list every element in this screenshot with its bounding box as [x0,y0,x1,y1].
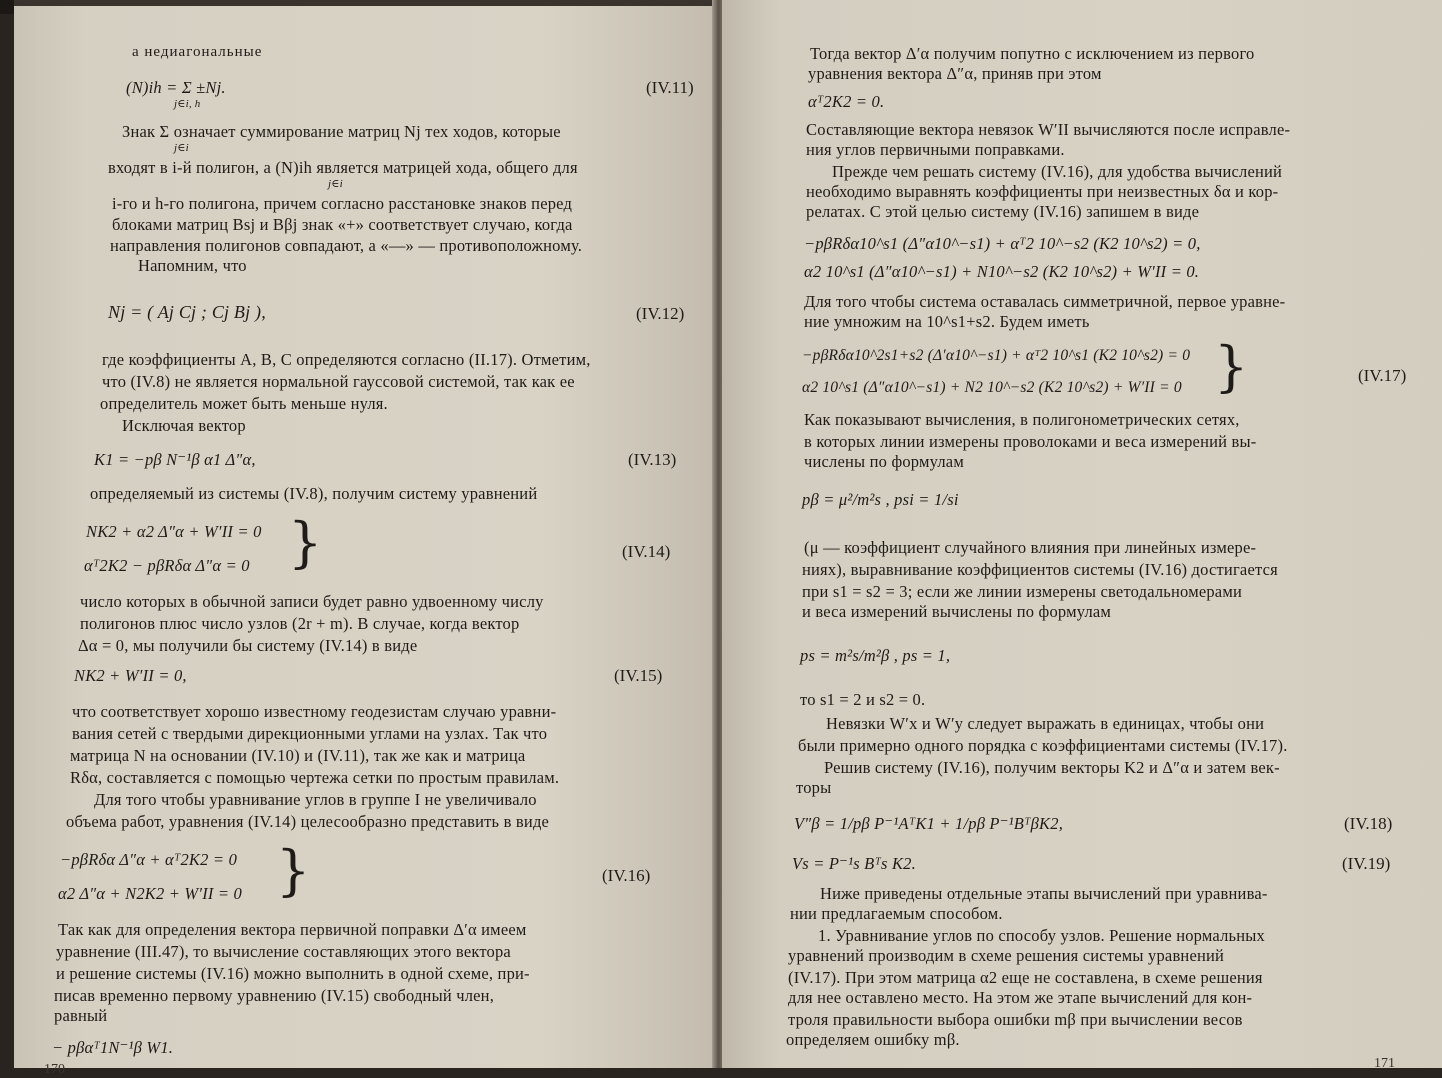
equation: −pβRδα10^2s1+s2 (Δ′α10^−s1) + αᵀ2 10^s1 (K2 10^s2) = 0 [802,347,1191,364]
equation: α2 Δ″α + N2K2 + W′II = 0 [58,884,243,903]
text-line: определитель может быть меньше нуля. [100,394,388,413]
text-line: вания сетей с твердыми дирекционными углами на узлах. Так что [72,724,548,743]
text-line: Для того чтобы система оставалась симметричной, первое уравне- [804,292,1286,311]
equation-number: (IV.17) [1358,366,1407,385]
text-line: и решение системы (IV.16) можно выполнить в одной схеме, при- [56,964,530,983]
equation-number: (IV.16) [602,866,651,885]
equation: V″β = 1/pβ P⁻¹AᵀK1 + 1/pβ P⁻¹BᵀβK2, [794,814,1064,833]
text-line: 1. Уравнивание углов по способу узлов. Решение нормальных [818,926,1265,945]
text-line: определяем ошибку mβ. [786,1030,960,1049]
text-line: число которых в обычной записи будет равно удвоенному числу [80,592,544,611]
equation: − pβαᵀ1N⁻¹β W1. [52,1038,174,1057]
equation: α2 10^s1 (Δ″α10^−s1) + N2 10^−s2 (K2 10^s2) + W′II = 0 [802,379,1182,396]
text-line: ниях), выравнивание коэффициентов системы (IV.16) достигается [802,560,1278,579]
equation: ps = m²s/m²β , ps = 1, [800,646,951,665]
equation-number: (IV.19) [1342,854,1391,873]
subscript: j∈i [174,142,189,154]
text-line: направления полигонов совпадают, а «—» — противоположному. [110,236,583,255]
equation: K1 = −pβ N⁻¹β α1 Δ″α, [94,450,256,469]
text-line: Прежде чем решать систему (IV.16), для удобства вычислений [832,162,1283,181]
text-line: Как показывают вычисления, в полигонометрических сетях, [804,410,1240,429]
text-line: ния углов первичными поправками. [806,140,1065,159]
brace-glyph: } [276,839,311,902]
equation-number: (IV.11) [646,78,694,97]
text-line: в которых линии измерены проволоками и веса измерений вы- [804,432,1257,451]
text-line: определяемый из системы (IV.8), получим систему уравнений [90,484,538,503]
text-line: Невязки W′x и W′y следует выражать в единицах, чтобы они [826,714,1265,733]
text-line: (IV.17). При этом матрица α2 еще не составлена, в схеме решения [788,968,1263,987]
text-line: (μ — коэффициент случайного влияния при линейных измере- [804,538,1257,557]
text-line: уравнения вектора Δ″α, приняв при этом [808,64,1102,83]
text-line: Знак Σ означает суммирование матриц Nj тех ходов, которые [122,122,561,141]
brace-glyph: } [1214,335,1249,398]
text-line: i-го и h-го полигона, причем согласно расстановке знаков перед [112,194,573,213]
text-line: уравнений производим в схеме решения системы уравнений [788,946,1225,965]
text-line: необходимо выравнять коэффициенты при неизвестных δα и кор- [806,182,1279,201]
equation: α2 10^s1 (Δ″α10^−s1) + N10^−s2 (K2 10^s2) + W′II = 0. [804,262,1200,281]
text-line: Δα = 0, мы получили бы систему (IV.14) в виде [78,636,418,655]
text-line: Ниже приведены отдельные этапы вычислений при уравнива- [820,884,1268,903]
text-line: Так как для определения вектора первичной поправки Δ′α имеем [58,920,527,939]
page-number: 170 [44,1062,65,1077]
text-line: Составляющие вектора невязок W′II вычисляются после исправле- [806,120,1291,139]
text-line: релатах. С этой целью систему (IV.16) запишем в виде [806,202,1200,221]
text-line: Напомним, что [138,256,247,275]
text-line: при s1 = s2 = 3; если же линии измерены светодальномерами [802,582,1243,601]
equation-number: (IV.15) [614,666,663,685]
equation-number: (IV.12) [636,304,685,323]
equation: NK2 + W′II = 0, [74,666,187,685]
equation-number: (IV.18) [1344,814,1393,833]
text-line: что соответствует хорошо известному геодезистам случаю уравни- [72,702,557,721]
page-number: 171 [1374,1056,1395,1071]
equation-number: (IV.14) [622,542,671,561]
brace-glyph: } [288,511,323,574]
text-line: матрица N на основании (IV.10) и (IV.11), так же как и матрица [70,746,526,765]
text-line: а недиагональные [132,44,263,60]
equation: −pβRδα10^s1 (Δ″α10^−s1) + αᵀ2 10^−s2 (K2 10^s2) = 0, [804,234,1201,253]
matrix-equation: Nj = ( Aj Cj ; Cj Bj ), [108,302,266,322]
text-line: троля правильности выбора ошибки mβ при вычислении весов [788,1010,1243,1029]
text-line: торы [796,778,832,797]
text-line: Rδα, составляется с помощью чертежа сетки по простым правилам. [70,768,560,787]
text-line: ние умножим на 10^s1+s2. Будем иметь [804,312,1090,331]
equation-number: (IV.13) [628,450,677,469]
text-line: где коэффициенты A, B, C определяются согласно (II.17). Отметим, [102,350,591,369]
text-line: Исключая вектор [122,416,246,435]
text-line: блоками матриц Bsj и Bβj знак «+» соответствует случаю, когда [112,215,573,234]
text-line: Для того чтобы уравнивание углов в группе I не увеличивало [94,790,537,809]
equation: pβ = μ²/m²s , psi = 1/si [802,490,959,509]
text-line: для нее оставлено место. На этом же этапе вычислений для кон- [788,988,1253,1007]
text-line: полигонов плюс число узлов (2r + m). В случае, когда вектор [80,614,520,633]
left-page [14,0,718,1077]
text-line: уравнение (III.47), то вычисление составляющих этого вектора [56,942,511,961]
text-line: были примерно одного порядка с коэффициентами системы (IV.17). [798,736,1288,755]
text-line: входят в i-й полигон, а (N)ih является матрицей хода, общего для [108,158,578,177]
equation: αᵀ2K2 − pβRδα Δ″α = 0 [84,556,250,575]
subscript: j∈i [328,178,343,190]
text-line: то s1 = 2 и s2 = 0. [800,690,926,709]
equation: (N)ih = Σ ±Nj. [126,78,226,97]
text-line: объема работ, уравнения (IV.14) целесообразно представить в виде [66,812,550,831]
text-line: равный [54,1006,108,1025]
text-line: Тогда вектор Δ′α получим попутно с исключением из первого [810,44,1255,63]
text-line: и веса измерений вычислены по формулам [802,602,1112,621]
equation: Vs = P⁻¹s Bᵀs K2. [792,854,916,873]
equation: NK2 + α2 Δ″α + W′II = 0 [86,522,262,541]
text-line: нии предлагаемым способом. [790,904,1003,923]
text-line: что (IV.8) не является нормальной гауссовой системой, так как ее [102,372,575,391]
right-page [722,0,1442,1071]
text-line: писав временно первому уравнению (IV.15) свободный член, [54,986,495,1005]
subscript: j∈i, h [174,98,201,110]
text-line: Решив систему (IV.16), получим векторы K2 и Δ″α и затем век- [824,758,1280,777]
equation: −pβRδα Δ″α + αᵀ2K2 = 0 [60,850,238,869]
equation: αᵀ2K2 = 0. [808,92,885,111]
text-line: числены по формулам [804,452,964,471]
